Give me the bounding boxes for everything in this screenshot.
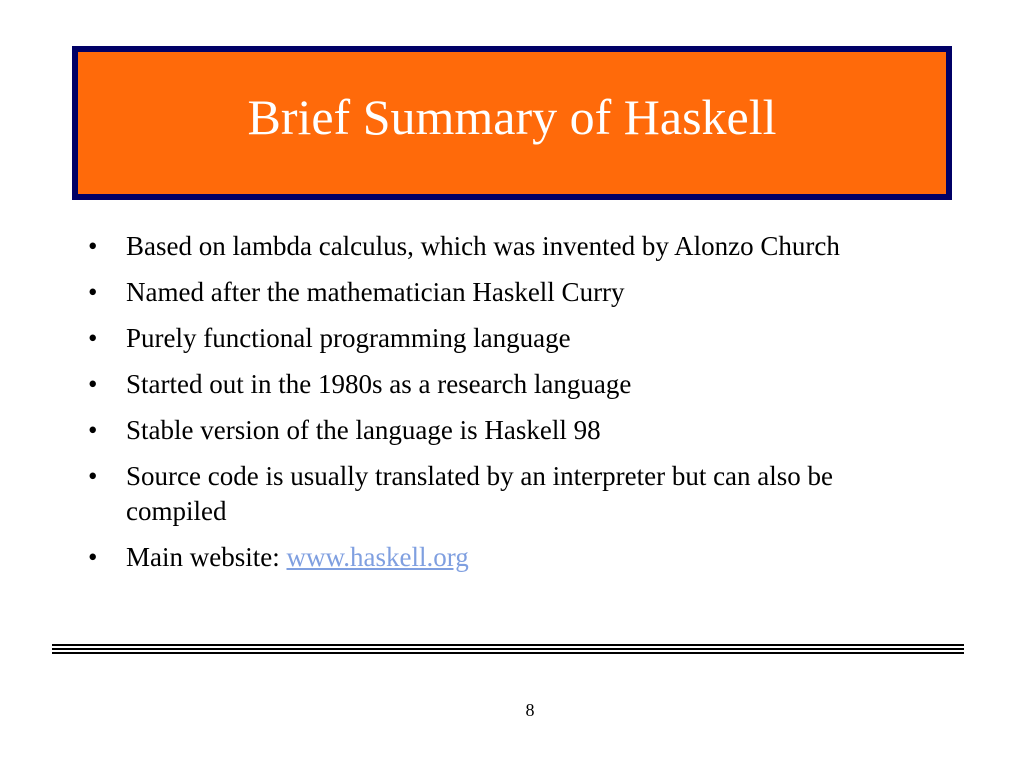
list-item	[86, 275, 936, 310]
bullet-text: Based on lambda calculus, which was invented by Alonzo Church	[126, 231, 840, 261]
list-item	[86, 321, 936, 356]
bullet-icon: •	[88, 231, 98, 261]
divider-line	[52, 644, 964, 646]
bullet-icon: •	[88, 415, 98, 445]
slide-title: Brief Summary of Haskell	[247, 89, 777, 145]
bullet-icon: •	[88, 542, 98, 572]
footer-divider	[52, 644, 964, 656]
bullet-icon: •	[88, 369, 98, 399]
list-item	[86, 413, 936, 448]
page-number: 8	[525, 700, 535, 720]
bullet-text: Named after the mathematician Haskell Curry	[126, 277, 625, 307]
divider-line	[52, 652, 964, 654]
title-banner-inner	[78, 52, 946, 194]
bullet-icon: •	[88, 277, 98, 307]
bullet-text: Main website:	[126, 542, 287, 572]
bullet-text: Source code is usually translated by an interpreter but can also be compiled	[126, 461, 834, 526]
bullet-icon: •	[88, 323, 98, 353]
bullet-text: Started out in the 1980s as a research language	[126, 369, 632, 399]
list-item	[86, 459, 936, 529]
list-item	[86, 367, 936, 402]
bullet-list	[86, 229, 936, 586]
bullet-icon: •	[88, 461, 98, 491]
divider-line	[52, 648, 964, 650]
bullet-text: Stable version of the language is Haskell 98	[126, 415, 601, 445]
list-item	[86, 229, 936, 264]
title-banner	[72, 46, 952, 200]
website-link[interactable]: www.haskell.org	[286, 542, 469, 572]
bullet-text: Purely functional programming language	[126, 323, 571, 353]
list-item	[86, 540, 936, 575]
